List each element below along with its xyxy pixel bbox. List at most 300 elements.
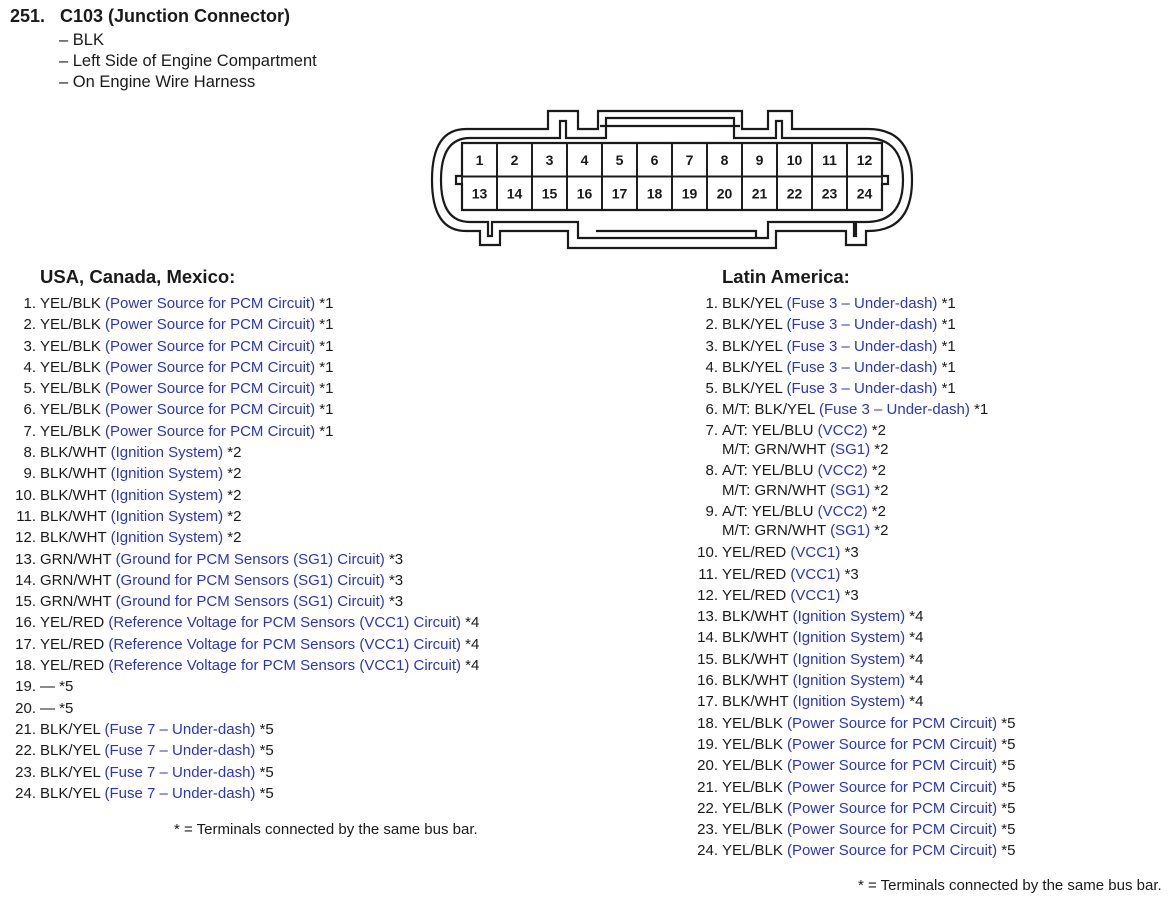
wire-color: M/T: GRN/WHT: [722, 441, 826, 459]
terminal-item: [12, 463, 479, 484]
terminal-item: [12, 549, 479, 570]
terminal-number: 13.: [15, 550, 36, 568]
terminal-number: 18: [646, 185, 663, 202]
terminal-item: [12, 485, 479, 506]
wire-color: BLK/WHT: [722, 672, 789, 690]
bus-bar-reference: *5: [1001, 757, 1016, 775]
wire-color: BLK/YEL: [40, 763, 101, 781]
terminal-number: 1.: [23, 295, 36, 312]
bus-bar-reference: *5: [259, 763, 274, 781]
bus-bar-reference: *1: [319, 316, 334, 334]
terminal-line: [722, 819, 1015, 840]
circuit-description: (Power Source for PCM Circuit): [787, 757, 998, 775]
terminal-line: [40, 612, 479, 633]
wire-color: YEL/BLK: [722, 842, 783, 860]
bus-bar-reference: *1: [941, 316, 956, 334]
terminal-item: [694, 502, 1015, 541]
terminal-number: 4.: [705, 358, 718, 376]
bus-bar-reference: *2: [227, 529, 242, 547]
terminal-number: 22.: [15, 742, 36, 760]
terminal-item: [694, 691, 1015, 712]
circuit-description: (Power Source for PCM Circuit): [105, 316, 316, 334]
wire-color: YEL/RED: [40, 657, 105, 675]
terminal-line: [40, 549, 479, 570]
circuit-description: (Reference Voltage for PCM Sensors (VCC1) Circuit): [108, 635, 461, 653]
terminal-number: 8.: [705, 462, 718, 480]
circuit-description: (Fuse 3 – Under-dash): [786, 316, 938, 334]
bus-bar-reference: *1: [319, 380, 334, 398]
terminal-line: [40, 740, 479, 761]
terminal-number: 23: [821, 185, 838, 202]
bus-bar-reference: *4: [465, 657, 480, 675]
circuit-description: (VCC1): [790, 565, 841, 583]
terminal-line: [722, 461, 1015, 481]
circuit-description: (Ignition System): [792, 608, 906, 626]
wire-color: YEL/BLK: [722, 757, 783, 775]
circuit-description: (Fuse 7 – Under-dash): [104, 742, 256, 760]
detail-color: – BLK: [59, 31, 104, 49]
wire-color: BLK/YEL: [40, 742, 101, 760]
terminal-line: [722, 564, 1015, 585]
terminal-item: [12, 591, 479, 612]
wire-color: BLK/YEL: [40, 720, 101, 738]
terminal-number: 9.: [23, 465, 36, 483]
wire-color: YEL/BLK: [40, 316, 101, 334]
terminal-item: [12, 762, 479, 783]
terminal-number: 6.: [23, 401, 36, 419]
terminal-item: [12, 612, 479, 633]
circuit-description: (Ground for PCM Sensors (SG1) Circuit): [115, 550, 385, 568]
terminal-number: 8: [720, 151, 729, 168]
terminal-item: [12, 357, 479, 378]
terminal-number: 23.: [15, 763, 36, 781]
bus-bar-reference: *5: [1001, 714, 1016, 732]
terminal-number: 3.: [23, 337, 36, 355]
terminal-item: [694, 627, 1015, 648]
terminal-number: 23.: [697, 821, 718, 839]
terminal-line: [40, 463, 479, 484]
wire-color: M/T: GRN/WHT: [722, 522, 826, 540]
circuit-description: (Power Source for PCM Circuit): [787, 821, 998, 839]
terminal-number: 13.: [697, 608, 718, 626]
usa-bus-bar-note: * = Terminals connected by the same bus bar.: [174, 821, 478, 838]
bus-bar-reference: *2: [871, 462, 886, 480]
wire-color: YEL/BLK: [40, 422, 101, 440]
terminal-line: [722, 399, 1015, 420]
terminal-number: 15.: [697, 650, 718, 668]
terminal-line: [722, 777, 1015, 798]
terminal-number: 19.: [697, 735, 718, 753]
wire-color: BLK/WHT: [40, 507, 107, 525]
terminal-item: [12, 676, 479, 697]
terminal-item: [694, 670, 1015, 691]
terminal-number: 14.: [15, 571, 36, 589]
terminal-number: 14.: [697, 629, 718, 647]
wire-color: YEL/BLK: [722, 821, 783, 839]
terminal-item: [12, 293, 479, 314]
terminal-number: 5.: [705, 380, 718, 398]
terminal-number: 12.: [697, 586, 718, 604]
terminal-line: [722, 798, 1015, 819]
terminal-number: 22: [786, 185, 803, 202]
terminal-line: [722, 755, 1015, 776]
terminal-item: [694, 399, 1015, 420]
bus-bar-reference: *5: [59, 699, 74, 717]
bus-bar-reference: *2: [871, 502, 886, 520]
wire-color: A/T: YEL/BLU: [722, 502, 814, 520]
bus-bar-reference: *4: [465, 635, 480, 653]
terminal-number: 10: [786, 151, 803, 168]
terminal-line: [40, 293, 479, 314]
wire-color: BLK/WHT: [722, 693, 789, 711]
terminal-number: 2.: [705, 316, 718, 334]
terminal-item: [694, 585, 1015, 606]
terminal-line: [40, 762, 479, 783]
bus-bar-reference: *2: [874, 481, 889, 499]
bus-bar-reference: *5: [259, 742, 274, 760]
circuit-description: (VCC2): [817, 462, 868, 480]
bus-bar-reference: *4: [909, 608, 924, 626]
terminal-line: [722, 421, 1015, 441]
terminal-number: 24: [856, 185, 873, 202]
wire-color: BLK/WHT: [722, 608, 789, 626]
terminal-item: [12, 719, 479, 740]
terminal-number: 7.: [23, 422, 36, 440]
wire-color: YEL/RED: [722, 544, 787, 562]
circuit-description: (Ignition System): [110, 444, 224, 462]
terminal-line: [40, 634, 479, 655]
terminal-line: [40, 655, 479, 676]
bus-bar-reference: *1: [319, 401, 334, 419]
terminal-item: [694, 461, 1015, 500]
circuit-description: (VCC1): [790, 586, 841, 604]
terminal-item: [12, 634, 479, 655]
section-number: 251.: [10, 6, 46, 26]
terminal-line: [722, 542, 1015, 563]
terminal-number: 18.: [15, 657, 36, 675]
bus-bar-reference: *4: [465, 614, 480, 632]
terminal-number: 15.: [15, 593, 36, 611]
circuit-description: (Ground for PCM Sensors (SG1) Circuit): [115, 571, 385, 589]
circuit-description: (Fuse 7 – Under-dash): [104, 784, 256, 802]
terminal-number: 1: [475, 151, 484, 168]
terminal-line: [722, 293, 1015, 314]
terminal-line: [722, 649, 1015, 670]
terminal-item: [12, 527, 479, 548]
terminal-line: [40, 485, 479, 506]
connector-diagram: [0, 0, 1174, 260]
bus-bar-reference: *2: [227, 465, 242, 483]
terminal-number: 20.: [15, 699, 36, 717]
terminal-item: [694, 649, 1015, 670]
circuit-description: (Fuse 3 – Under-dash): [786, 358, 938, 376]
terminal-number: 16: [576, 185, 593, 202]
circuit-description: (Fuse 3 – Under-dash): [818, 401, 970, 419]
bus-bar-reference: *4: [909, 629, 924, 647]
terminal-number: 7.: [705, 421, 718, 439]
terminal-line: [722, 670, 1015, 691]
terminal-number: 21.: [15, 720, 36, 738]
circuit-description: (Power Source for PCM Circuit): [787, 735, 998, 753]
wire-color: BLK/WHT: [40, 529, 107, 547]
terminal-line: [40, 719, 479, 740]
wire-color: BLK/WHT: [40, 486, 107, 504]
connector-title: C103 (Junction Connector): [60, 6, 291, 26]
terminal-number: 16.: [697, 672, 718, 690]
terminal-item: [12, 314, 479, 335]
wire-color: YEL/BLK: [40, 295, 101, 312]
bus-bar-reference: *3: [844, 544, 859, 562]
terminal-line: [40, 378, 479, 399]
bus-bar-reference: *1: [319, 422, 334, 440]
circuit-description: (Ignition System): [792, 672, 906, 690]
circuit-description: (SG1): [830, 522, 871, 540]
bus-bar-reference: *5: [259, 784, 274, 802]
terminal-number: 21: [751, 185, 768, 202]
terminal-item: [694, 564, 1015, 585]
terminal-number: 15: [541, 185, 558, 202]
circuit-description: (Power Source for PCM Circuit): [105, 422, 316, 440]
terminal-item: [694, 336, 1015, 357]
terminal-line: [722, 378, 1015, 399]
terminal-number: 21.: [697, 778, 718, 796]
circuit-description: (Power Source for PCM Circuit): [787, 842, 998, 860]
wire-color: YEL/BLK: [722, 778, 783, 796]
bus-bar-reference: *5: [1001, 821, 1016, 839]
bus-bar-reference: *5: [1001, 778, 1016, 796]
terminal-item: [694, 798, 1015, 819]
terminal-number: 20: [716, 185, 733, 202]
circuit-description: (Power Source for PCM Circuit): [105, 401, 316, 419]
terminal-number: 11: [822, 151, 837, 168]
terminal-item: [694, 755, 1015, 776]
terminal-item: [12, 570, 479, 591]
terminal-line: [722, 840, 1015, 861]
wire-color: M/T: BLK/YEL: [722, 401, 815, 419]
bus-bar-reference: *5: [259, 720, 274, 738]
terminal-number: 17.: [697, 693, 718, 711]
bus-bar-reference: *1: [941, 337, 956, 355]
wire-color: M/T: GRN/WHT: [722, 481, 826, 499]
terminal-number: 14: [506, 185, 523, 202]
circuit-description: (Reference Voltage for PCM Sensors (VCC1) Circuit): [108, 614, 461, 632]
terminal-number: 20.: [697, 757, 718, 775]
circuit-description: (VCC2): [817, 502, 868, 520]
bus-bar-reference: *2: [227, 444, 242, 462]
terminal-item: [12, 442, 479, 463]
wire-color: A/T: YEL/BLU: [722, 421, 814, 439]
terminal-line: [722, 336, 1015, 357]
terminal-line: [722, 357, 1015, 378]
latam-bus-bar-note: * = Terminals connected by the same bus bar.: [858, 877, 1162, 894]
wire-color: A/T: YEL/BLU: [722, 462, 814, 480]
circuit-description: (Ignition System): [792, 650, 906, 668]
wire-color: YEL/RED: [722, 565, 787, 583]
circuit-description: (Power Source for PCM Circuit): [787, 714, 998, 732]
circuit-description: (Ignition System): [110, 529, 224, 547]
terminal-number: 8.: [23, 444, 36, 462]
terminal-item: [694, 421, 1015, 460]
wire-color: YEL/RED: [40, 635, 105, 653]
detail-location: – Left Side of Engine Compartment: [59, 52, 317, 70]
latam-terminal-list: [694, 293, 1015, 862]
bus-bar-reference: *2: [874, 441, 889, 459]
terminal-item: [12, 740, 479, 761]
circuit-description: (Fuse 3 – Under-dash): [786, 337, 938, 355]
terminal-line: [40, 399, 479, 420]
terminal-item: [12, 783, 479, 804]
bus-bar-reference: *1: [319, 295, 334, 312]
circuit-description: (Ignition System): [110, 507, 224, 525]
wire-color: YEL/RED: [722, 586, 787, 604]
terminal-number: 9: [755, 151, 764, 168]
latam-heading: Latin America:: [722, 266, 850, 287]
circuit-description: (Ignition System): [792, 629, 906, 647]
wire-color: GRN/WHT: [40, 593, 112, 611]
wire-color: YEL/RED: [40, 614, 105, 632]
bus-bar-reference: *5: [1001, 842, 1016, 860]
terminal-item: [694, 777, 1015, 798]
terminal-number: 4.: [23, 358, 36, 376]
wire-color: BLK/WHT: [722, 629, 789, 647]
circuit-description: (Power Source for PCM Circuit): [105, 358, 316, 376]
wire-color: YEL/BLK: [40, 380, 101, 398]
terminal-number: 10.: [15, 486, 36, 504]
wire-color: YEL/BLK: [722, 714, 783, 732]
terminal-number: 24.: [15, 784, 36, 802]
wire-color: YEL/BLK: [40, 358, 101, 376]
terminal-number: 22.: [697, 799, 718, 817]
wire-color: BLK/YEL: [722, 295, 783, 312]
terminal-number: 24.: [697, 842, 718, 860]
bus-bar-reference: *5: [59, 678, 74, 696]
terminal-number: 7: [685, 151, 694, 168]
terminal-number: 19: [681, 185, 698, 202]
terminal-line: [40, 506, 479, 527]
bus-bar-reference: *4: [909, 693, 924, 711]
usa-heading: USA, Canada, Mexico:: [40, 266, 236, 287]
terminal-number: 11.: [16, 507, 36, 525]
circuit-description: (Power Source for PCM Circuit): [787, 799, 998, 817]
bus-bar-reference: *1: [319, 337, 334, 355]
terminal-item: [12, 378, 479, 399]
circuit-description: (VCC1): [790, 544, 841, 562]
terminal-number: 2.: [23, 316, 36, 334]
terminal-line: [722, 314, 1015, 335]
terminal-item: [694, 819, 1015, 840]
terminal-number: 13: [471, 185, 488, 202]
terminal-number: 17.: [15, 635, 36, 653]
terminal-number: 12.: [15, 529, 36, 547]
circuit-description: (Power Source for PCM Circuit): [105, 337, 316, 355]
circuit-description: (SG1): [830, 441, 871, 459]
bus-bar-reference: *3: [844, 586, 859, 604]
terminal-line: [40, 676, 479, 697]
terminal-item: [694, 314, 1015, 335]
terminal-line: [40, 591, 479, 612]
terminal-number: 5.: [23, 380, 36, 398]
circuit-description: (Power Source for PCM Circuit): [105, 380, 316, 398]
circuit-description: (Ignition System): [792, 693, 906, 711]
terminal-number: 11.: [698, 565, 718, 583]
terminal-line: [40, 314, 479, 335]
terminal-item: [694, 734, 1015, 755]
terminal-item: [694, 606, 1015, 627]
detail-harness: – On Engine Wire Harness: [59, 73, 256, 91]
terminal-number: 3: [545, 151, 554, 168]
terminal-line: [40, 570, 479, 591]
terminal-line: [40, 421, 479, 442]
bus-bar-reference: *2: [871, 421, 886, 439]
wire-color: BLK/YEL: [722, 358, 783, 376]
bus-bar-reference: *1: [941, 295, 956, 312]
wire-color: —: [40, 678, 55, 696]
terminal-line: [722, 627, 1015, 648]
terminal-number: 4: [580, 151, 589, 168]
wire-color: YEL/BLK: [722, 735, 783, 753]
terminal-number: 10.: [697, 544, 718, 562]
circuit-description: (Ignition System): [110, 486, 224, 504]
terminal-item: [12, 336, 479, 357]
wire-color: BLK/WHT: [40, 444, 107, 462]
wire-color: BLK/WHT: [722, 650, 789, 668]
bus-bar-reference: *3: [388, 593, 404, 611]
terminal-number: 6.: [705, 401, 718, 419]
circuit-description: (VCC2): [817, 421, 868, 439]
terminal-item: [12, 399, 479, 420]
bus-bar-reference: *2: [874, 522, 889, 540]
terminal-line: [40, 783, 479, 804]
bus-bar-reference: *2: [227, 486, 242, 504]
bus-bar-reference: *3: [388, 571, 404, 589]
terminal-line: [722, 440, 1015, 460]
wire-color: GRN/WHT: [40, 550, 112, 568]
terminal-line: [722, 691, 1015, 712]
wire-color: BLK/YEL: [722, 337, 783, 355]
terminal-item: [694, 378, 1015, 399]
bus-bar-reference: *3: [844, 565, 859, 583]
wire-color: YEL/BLK: [722, 799, 783, 817]
terminal-number: 18.: [697, 714, 718, 732]
circuit-description: (Fuse 3 – Under-dash): [786, 295, 938, 312]
terminal-number: 16.: [15, 614, 36, 632]
terminal-line: [722, 606, 1015, 627]
circuit-description: (Fuse 7 – Under-dash): [104, 720, 256, 738]
terminal-item: [12, 698, 479, 719]
terminal-line: [40, 357, 479, 378]
circuit-description: (Fuse 3 – Under-dash): [786, 380, 938, 398]
wire-color: YEL/BLK: [40, 401, 101, 419]
terminal-line: [722, 585, 1015, 606]
wire-color: —: [40, 699, 55, 717]
terminal-number: 17: [611, 185, 628, 202]
circuit-description: (SG1): [830, 481, 871, 499]
terminal-number: 9.: [705, 502, 718, 520]
terminal-line: [722, 521, 1015, 541]
wire-color: GRN/WHT: [40, 571, 112, 589]
terminal-line: [722, 502, 1015, 522]
wire-color: BLK/YEL: [722, 316, 783, 334]
circuit-description: (Fuse 7 – Under-dash): [104, 763, 256, 781]
terminal-item: [12, 506, 479, 527]
bus-bar-reference: *3: [388, 550, 404, 568]
bus-bar-reference: *1: [941, 358, 956, 376]
bus-bar-reference: *4: [909, 672, 924, 690]
wire-color: BLK/YEL: [40, 784, 101, 802]
terminal-item: [694, 713, 1015, 734]
bus-bar-reference: *1: [319, 358, 334, 376]
bus-bar-reference: *1: [974, 401, 989, 419]
